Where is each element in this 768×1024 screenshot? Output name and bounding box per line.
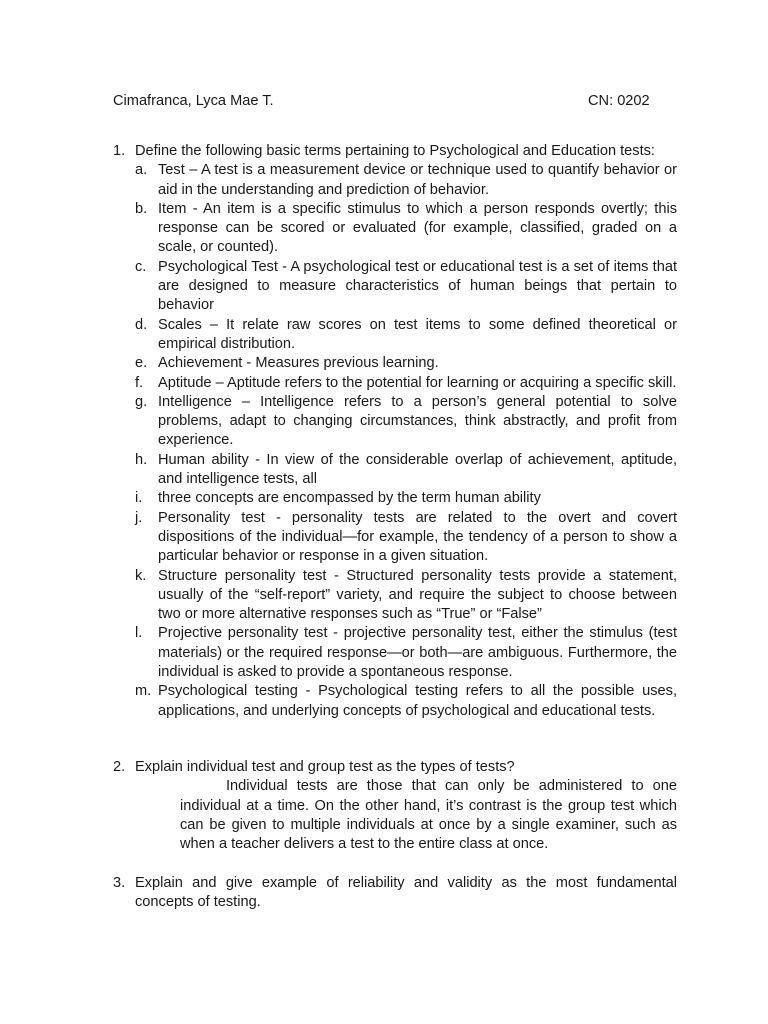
definition-item [113, 624, 677, 682]
item-letter: f. [135, 374, 144, 391]
item-letter: h. [135, 451, 148, 468]
student-name: Cimafranca, Lyca Mae T. [113, 93, 274, 109]
question-2 [113, 758, 677, 854]
item-letter: j. [135, 509, 143, 526]
item-letter: l. [135, 625, 143, 642]
item-text: Test – A test is a measurement device or technique used to quantify behavior or aid in the understanding and prediction of behavior. [158, 162, 677, 198]
definition-item [113, 354, 677, 373]
item-text: three concepts are encompassed by the term human ability [158, 490, 541, 507]
item-letter: c. [135, 258, 147, 275]
definition-item [113, 489, 677, 508]
definition-list [113, 161, 677, 721]
item-letter: g. [135, 393, 148, 410]
item-letter: b. [135, 200, 148, 217]
item-text: Psychological Test - A psychological test or educational test is a set of items that are designed to measure characteristics of human beings that pertain to behavior [158, 258, 677, 314]
question-text: Explain and give example of reliability and validity as the most fundamental concepts of testing. [135, 875, 677, 911]
item-text: Item - An item is a specific stimulus to which a person responds overtly; this response can be scored or evaluated (for example, classified, graded on a scale, or counted). [158, 200, 677, 256]
definition-item [113, 682, 677, 721]
item-text: Structure personality test - Structured personality tests provide a statement, usually of the “self-report” variety, and require the subject to choose between two or more alternative responses such as “True” or “False” [158, 567, 677, 623]
item-text: Projective personality test - projective personality test, either the stimulus (test materials) or the required response—or both—are ambiguous. Furthermore, the individual is asked to provide a spontaneous response. [158, 625, 677, 681]
answer-paragraph: Individual tests are those that can only be administered to one individual at a time. On the other hand, it’s contrast is the group test which can be given to multiple individuals at once by a single examiner, such as when a teacher delivers a test to the entire class at once. [180, 778, 677, 853]
item-text: Intelligence – Intelligence refers to a person’s general potential to solve problems, adapt to changing circumstances, think abstractly, and profit from experience. [158, 393, 677, 449]
question-text: Define the following basic terms pertaining to Psychological and Education tests: [135, 143, 655, 159]
definition-item [113, 258, 677, 316]
item-text: Aptitude – Aptitude refers to the potential for learning or acquiring a specific skill. [158, 374, 677, 391]
question-number: 2. [113, 759, 126, 775]
question-number: 1. [113, 143, 126, 159]
item-text: Personality test - personality tests are related to the overt and covert dispositions of the individual—for example, the tendency of a person to show a particular behavior or response in a given situation. [158, 509, 677, 565]
definition-item [113, 451, 677, 490]
item-letter: m. [135, 683, 152, 700]
definition-item [113, 509, 677, 567]
item-letter: k. [135, 567, 147, 584]
definition-item [113, 200, 677, 258]
item-text: Scales – It relate raw scores on test items to some defined theoretical or empirical distribution. [158, 316, 677, 352]
item-letter: e. [135, 355, 148, 372]
question-text: Explain individual test and group test as the types of tests? [135, 759, 515, 775]
item-text: Human ability - In view of the considerable overlap of achievement, aptitude, and intelligence tests, all [158, 451, 677, 488]
item-text: Psychological testing - Psychological testing refers to all the possible uses, applications, and underlying concepts of psychological and educational tests. [158, 683, 677, 719]
definition-item [113, 567, 677, 625]
question-number: 3. [113, 875, 126, 891]
definition-item [113, 374, 677, 393]
definition-item [113, 393, 677, 451]
item-text: Achievement - Measures previous learning. [158, 355, 439, 372]
class-number: CN: 0202 [588, 93, 650, 109]
document-header [113, 92, 653, 112]
item-letter: d. [135, 316, 148, 333]
question-3 [113, 874, 677, 913]
item-letter: a. [135, 162, 148, 179]
item-letter: i. [135, 490, 143, 507]
definition-item [113, 161, 677, 200]
question-1 [113, 142, 677, 721]
definition-item [113, 316, 677, 355]
